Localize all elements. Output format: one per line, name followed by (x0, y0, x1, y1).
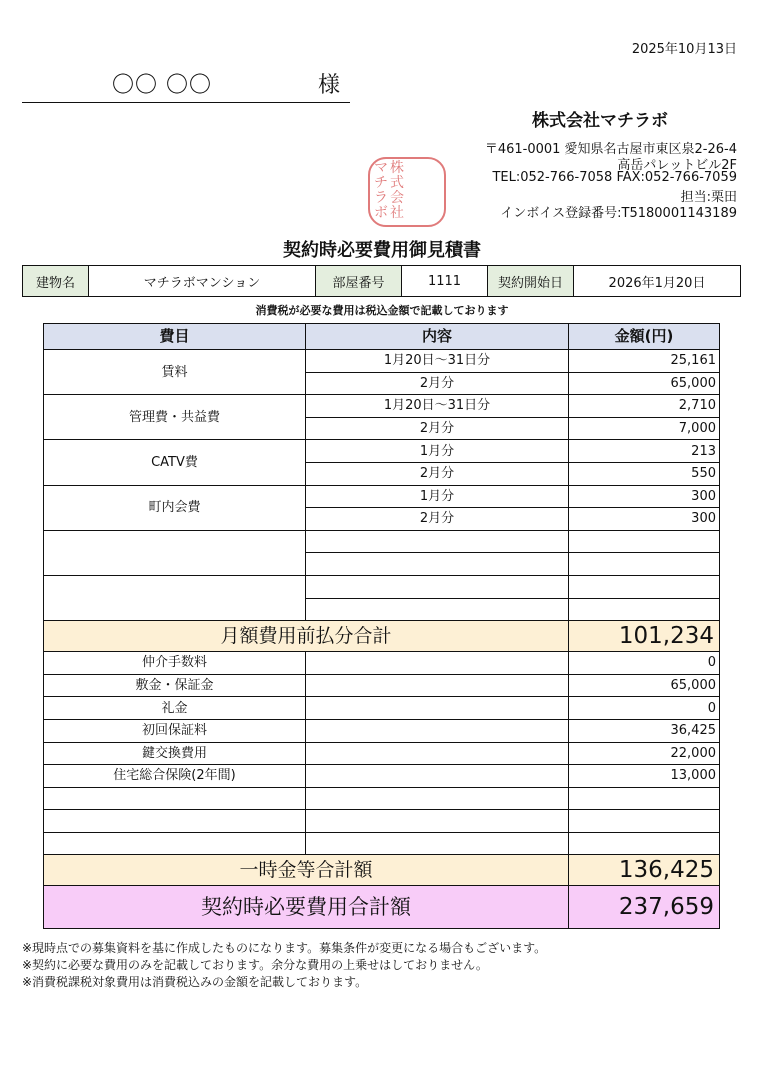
amount-cell: 0 (569, 652, 720, 675)
table-row (44, 719, 720, 742)
issue-date: 2025年10月13日 (631, 42, 737, 57)
table-row (44, 350, 720, 373)
lump-total-value: 136,425 (569, 855, 720, 886)
content-cell: 2月分 (306, 462, 569, 485)
cost-table (43, 323, 720, 929)
lump-total-row (44, 855, 720, 886)
header-content: 内容 (306, 324, 569, 350)
item-cell: 敷金・保証金 (44, 674, 306, 697)
company-address-line1: 〒461-0001 愛知県名古屋市東区泉2-26-4 (484, 142, 737, 157)
header-amount: 金額(円) (569, 324, 720, 350)
footnote: ※消費税課税対象費用は消費税込みの金額を記載しております。 (22, 975, 368, 989)
room-value: 1111 (402, 266, 488, 297)
table-row (44, 742, 720, 765)
empty-cell (44, 832, 306, 855)
empty-cell (44, 810, 306, 833)
item-cell: 賃料 (44, 350, 306, 395)
content-cell: 2月分 (306, 372, 569, 395)
seal-char: 株 (390, 160, 404, 176)
item-cell: 鍵交換費用 (44, 742, 306, 765)
recipient-name: 〇〇 〇〇 (112, 73, 212, 98)
amount-cell: 0 (569, 697, 720, 720)
company-address-line2: 高岳パレットビル2F (617, 158, 737, 173)
empty-cell (569, 598, 720, 621)
amount-cell: 300 (569, 485, 720, 508)
amount-cell: 7,000 (569, 417, 720, 440)
content-cell: 2月分 (306, 417, 569, 440)
empty-row (44, 810, 720, 833)
item-cell: 初回保証料 (44, 719, 306, 742)
empty-row (44, 530, 720, 553)
empty-cell (306, 787, 569, 810)
item-cell: 仲介手数料 (44, 652, 306, 675)
grand-total-label: 契約時必要費用合計額 (44, 886, 569, 929)
lump-total-label: 一時金等合計額 (44, 855, 569, 886)
table-row (44, 765, 720, 788)
table-row (44, 674, 720, 697)
amount-cell: 25,161 (569, 350, 720, 373)
company-invoice-number: インボイス登録番号:T5180001143189 (500, 206, 737, 221)
recipient (22, 66, 350, 103)
start-date-value: 2026年1月20日 (574, 266, 741, 297)
empty-cell (306, 674, 569, 697)
table-row (44, 440, 720, 463)
start-date-label: 契約開始日 (488, 266, 574, 297)
footnote: ※現時点での募集資料を基に作成したものになります。募集条件が変更になる場合もございます。 (22, 941, 547, 955)
empty-cell (44, 530, 306, 575)
property-info-table (22, 265, 741, 297)
amount-cell: 213 (569, 440, 720, 463)
empty-cell (306, 598, 569, 621)
empty-cell (306, 810, 569, 833)
building-value: マチラボマンション (89, 266, 316, 297)
table-header-row (44, 324, 720, 350)
empty-cell (306, 652, 569, 675)
amount-cell: 65,000 (569, 372, 720, 395)
empty-cell (306, 530, 569, 553)
content-cell: 1月20日〜31日分 (306, 395, 569, 418)
amount-cell: 300 (569, 508, 720, 531)
empty-cell (569, 832, 720, 855)
building-label: 建物名 (23, 266, 89, 297)
company-tel-fax: TEL:052-766-7058 FAX:052-766-7059 (492, 170, 737, 185)
seal-char: ボ (374, 205, 388, 221)
table-row (44, 485, 720, 508)
seal-char: ラ (374, 190, 388, 206)
content-cell: 1月20日〜31日分 (306, 350, 569, 373)
content-cell: 2月分 (306, 508, 569, 531)
item-cell: CATV費 (44, 440, 306, 485)
company-contact: 担当:栗田 (680, 190, 737, 205)
item-cell: 管理費・共益費 (44, 395, 306, 440)
empty-cell (569, 553, 720, 576)
empty-cell (306, 697, 569, 720)
header-item: 費目 (44, 324, 306, 350)
monthly-total-label: 月額費用前払分合計 (44, 621, 569, 652)
amount-cell: 13,000 (569, 765, 720, 788)
content-cell: 1月分 (306, 440, 569, 463)
monthly-total-value: 101,234 (569, 621, 720, 652)
empty-cell (306, 832, 569, 855)
company-name: 株式会社マチラボ (532, 111, 668, 131)
empty-row (44, 575, 720, 598)
footnotes (22, 940, 546, 991)
empty-cell (569, 810, 720, 833)
content-cell: 1月分 (306, 485, 569, 508)
amount-cell: 550 (569, 462, 720, 485)
empty-cell (306, 719, 569, 742)
table-row (44, 395, 720, 418)
footnote: ※契約に必要な費用のみを記載しております。余分な費用の上乗せはしておりません。 (22, 958, 488, 972)
empty-cell (569, 787, 720, 810)
table-row (44, 697, 720, 720)
table-row (44, 652, 720, 675)
grand-total-value: 237,659 (569, 886, 720, 929)
amount-cell: 2,710 (569, 395, 720, 418)
tax-note: 消費税が必要な費用は税込金額で記載しております (255, 304, 509, 317)
amount-cell: 65,000 (569, 674, 720, 697)
empty-cell (569, 530, 720, 553)
seal-char: 会 (390, 190, 404, 206)
empty-row (44, 832, 720, 855)
item-cell: 町内会費 (44, 485, 306, 530)
empty-cell (44, 787, 306, 810)
grand-total-row (44, 886, 720, 929)
seal-char: チ (374, 175, 388, 191)
item-cell: 住宅総合保険(2年間) (44, 765, 306, 788)
empty-cell (306, 765, 569, 788)
empty-row (44, 787, 720, 810)
recipient-honorific: 様 (317, 73, 340, 98)
company-seal-stamp (368, 157, 446, 227)
empty-cell (44, 575, 306, 620)
document-title: 契約時必要費用御見積書 (283, 240, 481, 261)
monthly-total-row (44, 621, 720, 652)
seal-char: 社 (390, 205, 404, 221)
empty-cell (306, 553, 569, 576)
room-label: 部屋番号 (316, 266, 402, 297)
seal-char: マ (374, 160, 388, 176)
item-cell: 礼金 (44, 697, 306, 720)
empty-cell (306, 742, 569, 765)
amount-cell: 36,425 (569, 719, 720, 742)
amount-cell: 22,000 (569, 742, 720, 765)
empty-cell (306, 575, 569, 598)
empty-cell (569, 575, 720, 598)
seal-char: 式 (390, 175, 404, 191)
